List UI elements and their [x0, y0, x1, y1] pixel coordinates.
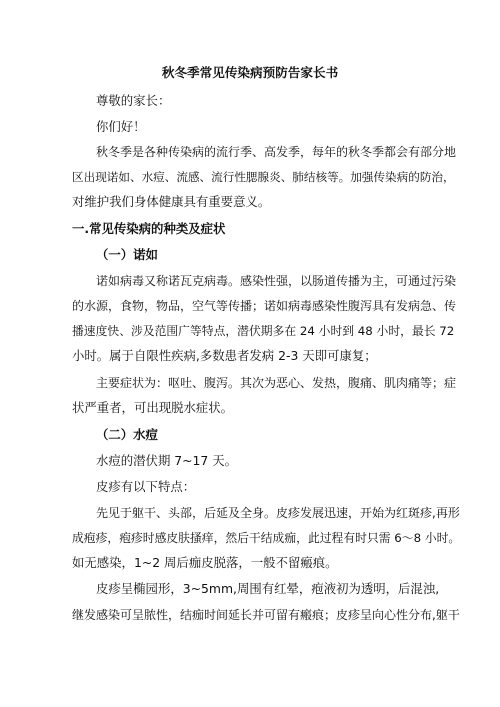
intro-line-1: 秋冬季是各种传染病的流行季、高发季，每年的秋冬季都会有部分地: [96, 145, 457, 159]
salutation: 尊敬的家长：: [96, 93, 171, 108]
subheading-norovirus: （一）诺如: [96, 247, 158, 262]
norovirus-line-2: 的水源，食物，物品，空气等传播；诺如病毒感染性腹泻具有发病急、传: [72, 299, 457, 313]
rash-line-4: 皮疹呈椭园形，3~5mm,周围有红晕，疱液初为透明，后混浊,: [96, 581, 440, 596]
rash-line-1: 先见于躯干、头部，后延及全身。皮疹发展迅速，开始为红斑疹,再形: [96, 506, 460, 520]
norovirus-line-1: 诺如病毒又称诺瓦克病毒。感染性强，以肠道传播为主，可通过污染: [96, 274, 457, 288]
norovirus-symptoms-line-2: 状严重者，可出现脱水症状。: [72, 400, 234, 415]
greeting: 你们好！: [96, 119, 146, 134]
rash-intro: 皮疹有以下特点：: [96, 479, 196, 494]
norovirus-line-4: 小时。属于自限性疾病,多数患者发病 2-3 天即可康复；: [72, 348, 377, 363]
intro-line-3: 对维护我们身体健康具有重要意义。: [72, 194, 271, 209]
intro-line-2: 区出现诺如、水痘、流感、流行性腮腺炎、肺结核等。加强传染病的防治，: [72, 170, 455, 184]
varicella-incubation: 水痘的潜伏期 7~17 天。: [96, 453, 238, 468]
norovirus-symptoms-line-1: 主要症状为：呕吐、腹泻。其次为恶心、发热，腹痛、肌肉痛等；症: [96, 376, 457, 390]
rash-line-5: 继发感染可呈脓性，结痂时间延长并可留有瘢痕；皮疹呈向心性分布,躯干: [72, 608, 460, 622]
section-heading-1: 一.常见传染病的种类及症状: [72, 221, 226, 236]
document-title: 秋冬季常见传染病预防告家长书: [161, 65, 339, 80]
subheading-varicella: （二）水痘: [96, 427, 158, 442]
rash-line-3: 如无感染，1~2 周后痂皮脱落，一般不留瘢痕。: [72, 555, 338, 570]
rash-line-2: 成疱疹，疱疹时感皮肤搔痒，然后干结成痂，此过程有时只需 6～8 小时。: [72, 531, 461, 545]
norovirus-line-3: 播速度快、涉及范围广等特点，潜伏期多在 24 小时到 48 小时，最长 72: [72, 324, 455, 338]
